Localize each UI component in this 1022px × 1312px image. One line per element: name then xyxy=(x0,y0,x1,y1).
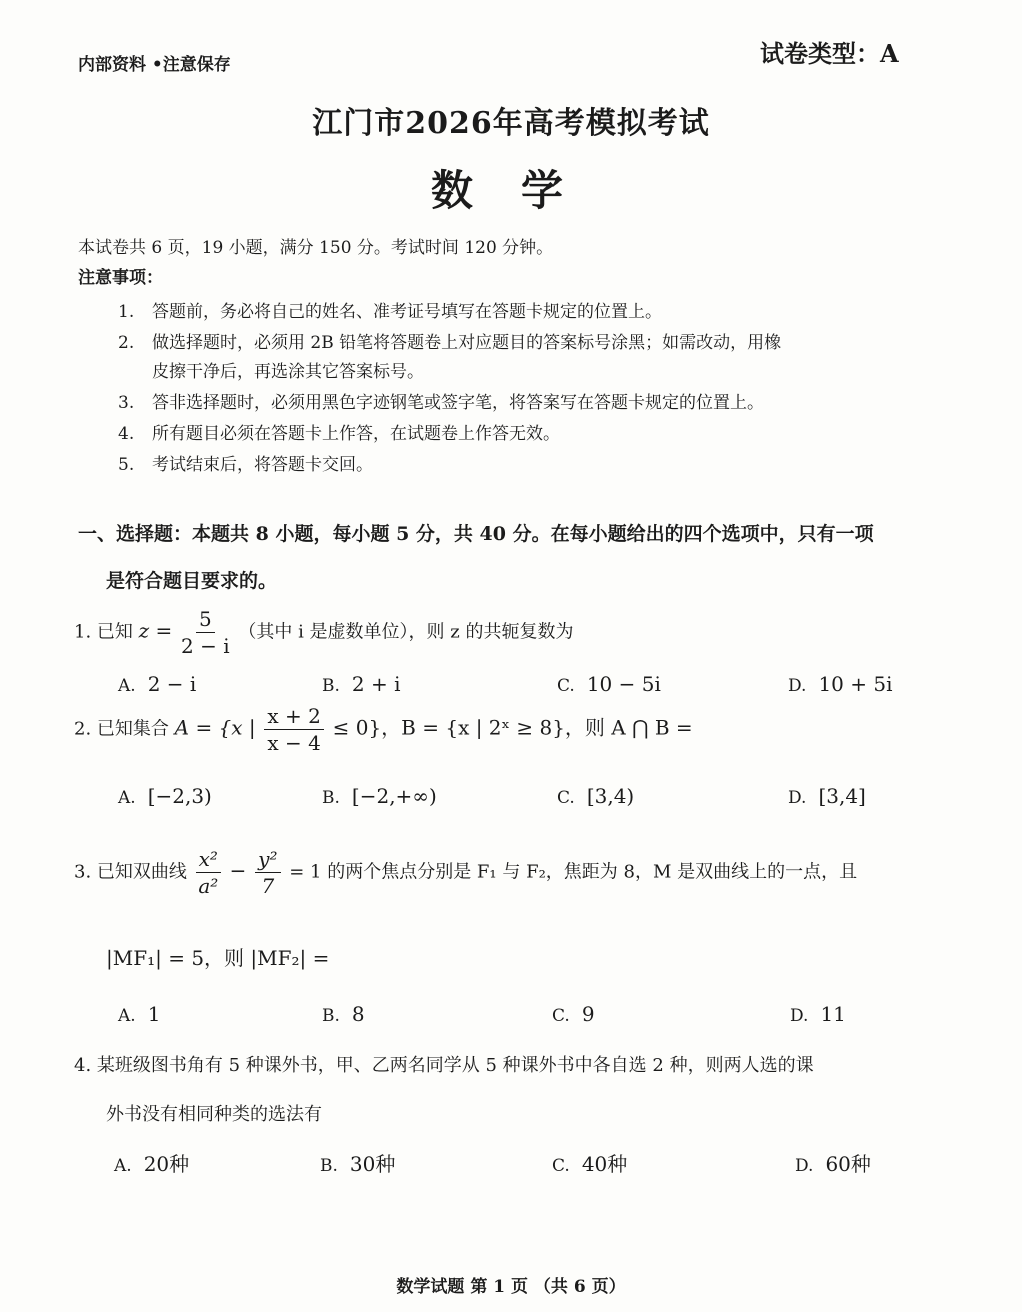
notice-item-2-cont: 皮擦干净后，再选涂其它答案标号。 xyxy=(152,362,424,382)
question-2-stem: 2. 已知集合 A = {x | $\frac{x + 2}{x - 4}$ ≤ 0}，B = {x | 2ˣ ≥ 8}，则 A ⋂ B = xyxy=(74,704,693,755)
notice-item-3: 3. 答非选择题时，必须用黑色字迹钢笔或签字笔，将答案写在答题卡规定的位置上。 xyxy=(118,393,764,413)
notice-item-1: 1. 答题前，务必将自己的姓名、准考证号填写在答题卡规定的位置上。 xyxy=(118,302,662,322)
q1-option-a: A. 2 − i xyxy=(118,672,197,696)
question-4-stem: 4. 某班级图书角有 5 种课外书，甲、乙两名同学从 5 种课外书中各自选 2 种，则两人选的课 xyxy=(74,1055,814,1076)
notice-item-5: 5. 考试结束后，将答题卡交回。 xyxy=(118,455,373,475)
q1-option-b: B. 2 + i xyxy=(322,672,401,696)
question-3-stem-cont: |MF₁| = 5，则 |MF₂| = xyxy=(106,946,330,970)
subject-title: 数学 xyxy=(430,166,611,215)
page-footer: 数学试题 第 1 页 （共 6 页） xyxy=(396,1277,626,1297)
q1-option-d: D. 10 + 5i xyxy=(788,672,893,696)
fraction: $\frac{\text{x²}}{\text{a²}}$ xyxy=(196,848,221,897)
notice-item-2: 2. 做选择题时，必须用 2B 铅笔将答题卷上对应题目的答案标号涂黑；如需改动，用橡 xyxy=(118,333,782,353)
q2-option-b: B. [−2,+∞) xyxy=(322,784,437,808)
q4-option-d: D. 60种 xyxy=(795,1152,871,1176)
paper-intro: 本试卷共 6 页，19 小题，满分 150 分。考试时间 120 分钟。 xyxy=(78,238,554,258)
question-3-stem: 3. 已知双曲线 $\frac{\text{x²}}{\text{a²}}$ − $\frac{\text{y²}}{7}$ = 1 的两个焦点分别是 F₁ 与 F₂，焦距为 8，M 是双曲线上的一点，且 xyxy=(74,847,858,898)
q3-option-b: B. 8 xyxy=(322,1002,365,1026)
q1-option-c: C. 10 − 5i xyxy=(557,672,661,696)
question-4-stem-cont: 外书没有相同种类的选法有 xyxy=(106,1104,322,1125)
q4-option-a: A. 20种 xyxy=(114,1152,190,1176)
fraction: $\frac{\text{y²}}{7}$ xyxy=(255,848,280,897)
paper-type-label: 试卷类型：A xyxy=(760,39,899,68)
question-1-stem: 1. 已知 z = $\frac{5}{2 - i}$ （其中 i 是虚数单位），则 z 的共轭复数为 xyxy=(74,607,574,658)
header-left-note: 内部资料 •注意保存 xyxy=(78,55,231,75)
q3-option-d: D. 11 xyxy=(790,1002,846,1026)
q3-option-a: A. 1 xyxy=(118,1002,161,1026)
notice-heading: 注意事项： xyxy=(78,268,163,288)
q2-option-d: D. [3,4] xyxy=(788,784,866,808)
q3-option-c: C. 9 xyxy=(552,1002,595,1026)
exam-title: 江门市2026年高考模拟考试 xyxy=(312,106,710,141)
q4-option-b: B. 30种 xyxy=(320,1152,396,1176)
fraction: $\frac{5}{2 - i}$ xyxy=(181,607,230,658)
section-heading-cont: 是符合题目要求的。 xyxy=(106,570,278,592)
fraction: $\frac{x + 2}{x - 4}$ xyxy=(264,705,323,754)
q2-option-c: C. [3,4) xyxy=(557,784,635,808)
section-heading: 一、选择题：本题共 8 小题，每小题 5 分，共 40 分。在每小题给出的四个选项中，只有一项 xyxy=(78,523,874,545)
q2-option-a: A. [−2,3) xyxy=(118,784,212,808)
notice-item-4: 4. 所有题目必须在答题卡上作答，在试题卷上作答无效。 xyxy=(118,424,560,444)
q4-option-c: C. 40种 xyxy=(552,1152,628,1176)
